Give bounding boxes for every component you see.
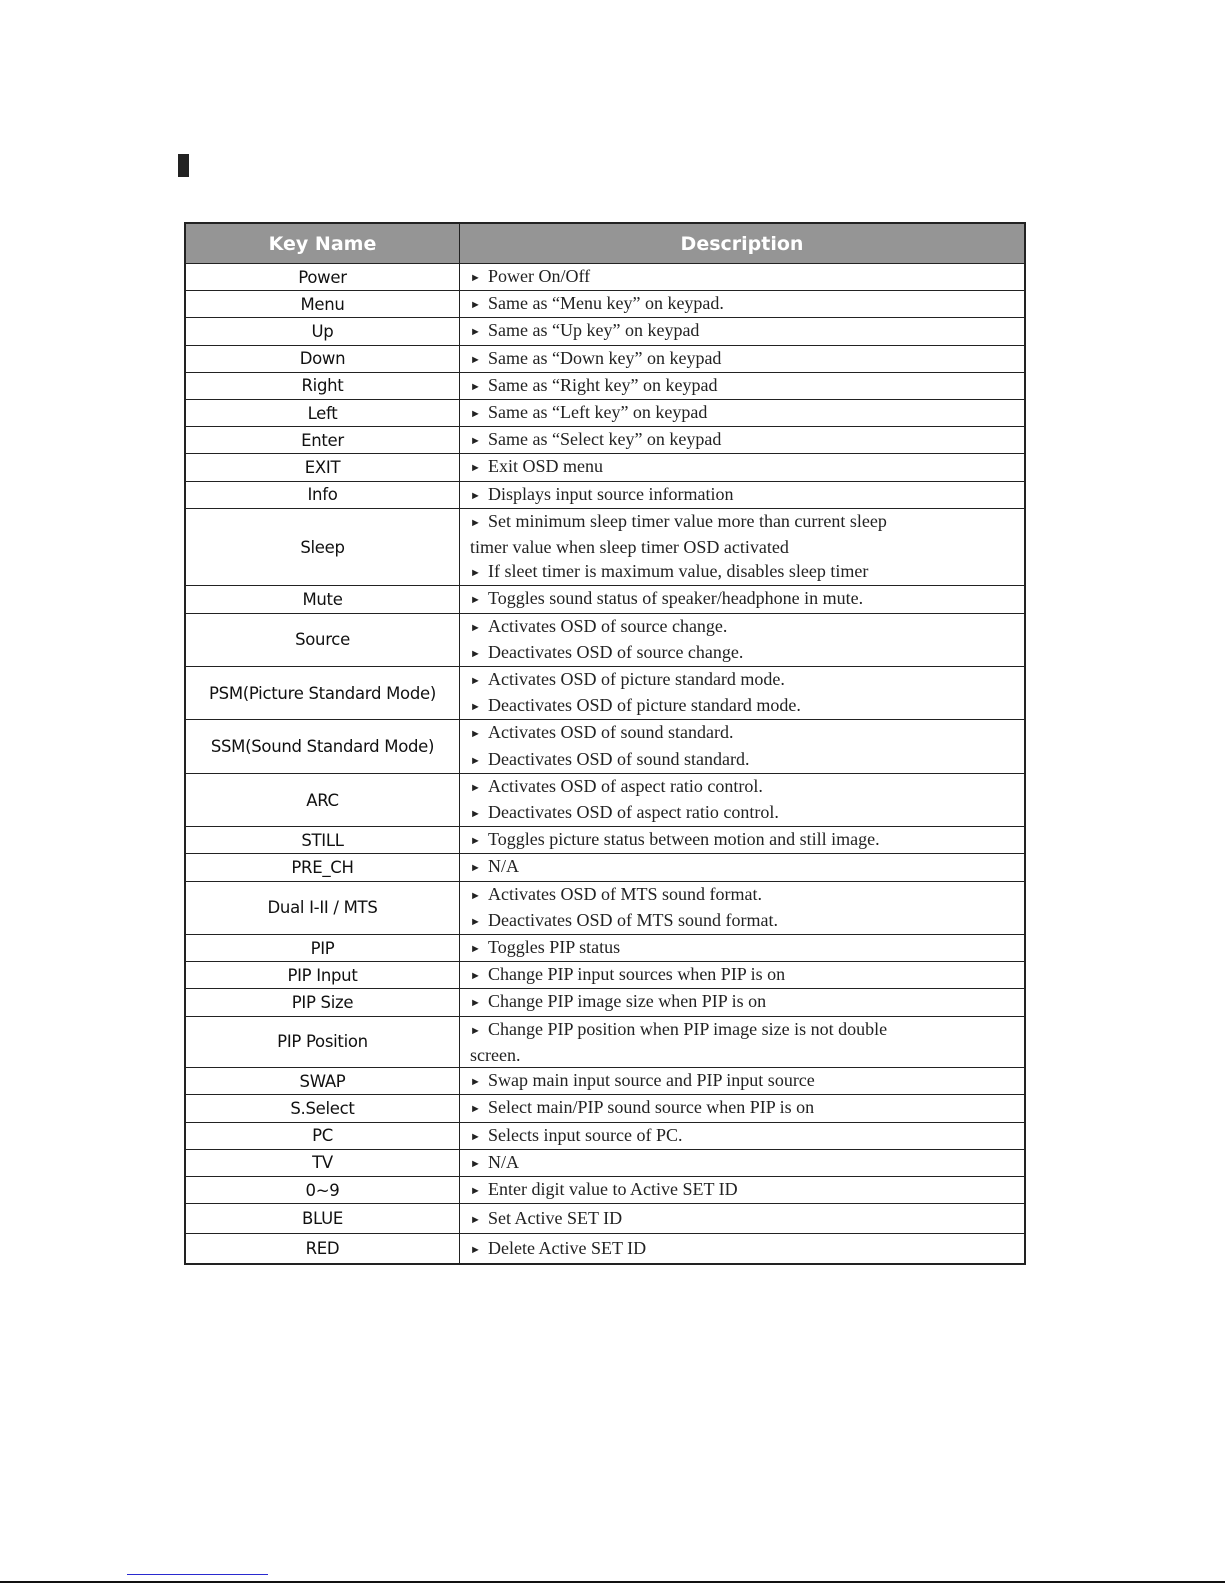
description-text: Same as “Menu key” on keypad.	[488, 293, 724, 314]
description-cell	[460, 854, 1026, 881]
key-name-cell: SSM(Sound Standard Mode)	[185, 720, 460, 773]
key-name-cell: PC	[185, 1122, 460, 1149]
description-line	[470, 774, 1016, 800]
description-text: Activates OSD of picture standard mode.	[488, 669, 785, 690]
key-name-cell: S.Select	[185, 1095, 460, 1122]
description-text: Same as “Up key” on keypad	[488, 320, 700, 341]
description-line	[470, 482, 1016, 508]
key-name-cell: Right	[185, 372, 460, 399]
bullet-triangle-icon: ►	[470, 1103, 481, 1116]
key-name-cell: PRE_CH	[185, 854, 460, 881]
description-line	[470, 509, 1016, 535]
bullet-triangle-icon: ►	[470, 1184, 481, 1197]
table-row	[185, 1176, 1025, 1203]
key-name-cell: Info	[185, 481, 460, 508]
description-cell	[460, 291, 1026, 318]
key-name-cell: 0~9	[185, 1176, 460, 1203]
key-name-cell: Mute	[185, 586, 460, 613]
table-row	[185, 962, 1025, 989]
bullet-triangle-icon: ►	[470, 1024, 481, 1037]
table-row	[185, 1016, 1025, 1067]
table-row	[185, 586, 1025, 613]
description-text: Select main/PIP sound source when PIP is on	[488, 1097, 815, 1118]
key-name-cell: PSM(Picture Standard Mode)	[185, 667, 460, 720]
description-line	[470, 1150, 1016, 1176]
bullet-triangle-icon: ►	[470, 489, 481, 502]
table-row	[185, 1234, 1025, 1265]
bullet-triangle-icon: ►	[470, 299, 481, 312]
description-cell	[460, 1016, 1026, 1067]
description-text: Same as “Select key” on keypad	[488, 429, 722, 450]
table-row	[185, 400, 1025, 427]
description-text: Activates OSD of aspect ratio control.	[488, 775, 763, 796]
key-name-cell: Down	[185, 345, 460, 372]
description-line	[470, 1095, 1016, 1121]
key-name-cell: Dual I-II / MTS	[185, 881, 460, 934]
description-text: Swap main input source and PIP input source	[488, 1070, 815, 1091]
description-text: Same as “Down key” on keypad	[488, 347, 722, 368]
description-text: Activates OSD of source change.	[488, 615, 728, 636]
description-line	[470, 854, 1016, 880]
bullet-triangle-icon: ►	[470, 567, 481, 580]
key-name-cell: Power	[185, 264, 460, 291]
table-row	[185, 1149, 1025, 1176]
description-cell	[460, 586, 1026, 613]
description-cell	[460, 827, 1026, 854]
bullet-triangle-icon: ►	[470, 943, 481, 956]
description-line	[470, 1068, 1016, 1094]
description-cell	[460, 264, 1026, 291]
description-text: Displays input source information	[488, 483, 734, 504]
section-marker	[178, 154, 189, 177]
description-text: Same as “Right key” on keypad	[488, 374, 718, 395]
description-line	[470, 667, 1016, 693]
description-cell	[460, 1176, 1026, 1203]
description-cell	[460, 454, 1026, 481]
description-line	[462, 535, 1016, 559]
table-row	[185, 264, 1025, 291]
description-cell	[460, 935, 1026, 962]
bullet-triangle-icon: ►	[470, 835, 481, 848]
key-name-cell: BLUE	[185, 1204, 460, 1234]
description-line	[470, 373, 1016, 399]
bullet-triangle-icon: ►	[470, 435, 481, 448]
bullet-triangle-icon: ►	[470, 862, 481, 875]
key-name-cell: Sleep	[185, 508, 460, 586]
description-text: Set Active SET ID	[488, 1207, 623, 1228]
table-row	[185, 318, 1025, 345]
table-row	[185, 454, 1025, 481]
table-row	[185, 720, 1025, 773]
table-row	[185, 1204, 1025, 1234]
description-cell	[460, 481, 1026, 508]
description-text: N/A	[488, 1151, 519, 1172]
description-text: Toggles PIP status	[488, 937, 621, 958]
description-text: Delete Active SET ID	[488, 1237, 647, 1258]
description-line	[470, 346, 1016, 372]
header-key-name: Key Name	[185, 223, 460, 264]
description-text: Change PIP position when PIP image size is not double	[488, 1018, 888, 1039]
description-line	[470, 882, 1016, 908]
key-name-cell: PIP Size	[185, 989, 460, 1016]
bullet-triangle-icon: ►	[470, 353, 481, 366]
table-row	[185, 881, 1025, 934]
footer-link-underline[interactable]	[127, 1574, 268, 1575]
description-text: Exit OSD menu	[488, 456, 603, 477]
description-cell	[460, 1122, 1026, 1149]
description-line	[470, 827, 1016, 853]
table-row	[185, 613, 1025, 666]
description-line	[470, 935, 1016, 961]
description-text: Same as “Left key” on keypad	[488, 402, 708, 423]
description-line	[470, 291, 1016, 317]
bullet-triangle-icon: ►	[470, 594, 481, 607]
bullet-triangle-icon: ►	[470, 701, 481, 714]
description-text: Deactivates OSD of picture standard mode.	[488, 695, 801, 716]
bullet-triangle-icon: ►	[470, 997, 481, 1010]
description-line	[470, 693, 1016, 719]
description-line	[470, 962, 1016, 988]
bullet-triangle-icon: ►	[470, 647, 481, 660]
bullet-triangle-icon: ►	[470, 1076, 481, 1089]
bullet-triangle-icon: ►	[470, 781, 481, 794]
description-text: If sleet timer is maximum value, disables sleep timer	[488, 561, 869, 582]
description-text: Deactivates OSD of aspect ratio control.	[488, 802, 779, 823]
bullet-triangle-icon: ►	[470, 621, 481, 634]
bullet-triangle-icon: ►	[470, 408, 481, 421]
table-row	[185, 1095, 1025, 1122]
description-cell	[460, 1149, 1026, 1176]
description-text: N/A	[488, 856, 519, 877]
bullet-triangle-icon: ►	[470, 462, 481, 475]
description-cell	[460, 1095, 1026, 1122]
table-row	[185, 854, 1025, 881]
description-text: Deactivates OSD of MTS sound format.	[488, 909, 778, 930]
description-line	[470, 264, 1016, 290]
description-cell	[460, 508, 1026, 586]
description-text: screen.	[470, 1044, 521, 1065]
description-line	[470, 908, 1016, 934]
bullet-triangle-icon: ►	[470, 889, 481, 902]
key-name-cell: Left	[185, 400, 460, 427]
table-row	[185, 773, 1025, 826]
footer-rule	[0, 1581, 1225, 1583]
key-name-cell: Menu	[185, 291, 460, 318]
description-line	[470, 454, 1016, 480]
description-text: Deactivates OSD of sound standard.	[488, 748, 750, 769]
description-cell	[460, 345, 1026, 372]
key-name-cell: Enter	[185, 427, 460, 454]
key-name-cell: Source	[185, 613, 460, 666]
key-name-cell: PIP Input	[185, 962, 460, 989]
table-row	[185, 345, 1025, 372]
description-text: Activates OSD of MTS sound format.	[488, 883, 762, 904]
bullet-triangle-icon: ►	[470, 380, 481, 393]
description-line	[470, 1206, 1016, 1232]
description-cell	[460, 881, 1026, 934]
description-cell	[460, 400, 1026, 427]
table-header-row	[185, 223, 1025, 264]
key-name-cell: TV	[185, 1149, 460, 1176]
table-row	[185, 935, 1025, 962]
bullet-triangle-icon: ►	[470, 1243, 481, 1256]
description-line	[470, 586, 1016, 612]
description-line	[470, 318, 1016, 344]
description-cell	[460, 1234, 1026, 1265]
table-row	[185, 1122, 1025, 1149]
description-cell	[460, 989, 1026, 1016]
description-line	[462, 1043, 1016, 1067]
description-cell	[460, 773, 1026, 826]
description-line	[470, 1123, 1016, 1149]
description-line	[470, 1177, 1016, 1203]
table-row	[185, 481, 1025, 508]
description-cell	[460, 1204, 1026, 1234]
description-text: Enter digit value to Active SET ID	[488, 1178, 738, 1199]
bullet-triangle-icon: ►	[470, 1213, 481, 1226]
description-line	[470, 747, 1016, 773]
description-line	[470, 559, 1016, 585]
description-line	[470, 640, 1016, 666]
table-row	[185, 508, 1025, 586]
bullet-triangle-icon: ►	[470, 754, 481, 767]
description-text: Deactivates OSD of source change.	[488, 641, 744, 662]
description-text: Change PIP input sources when PIP is on	[488, 964, 786, 985]
bullet-triangle-icon: ►	[470, 1130, 481, 1143]
bullet-triangle-icon: ►	[470, 272, 481, 284]
description-cell	[460, 962, 1026, 989]
description-line	[470, 800, 1016, 826]
description-line	[470, 720, 1016, 746]
table-row	[185, 1068, 1025, 1095]
description-text: Toggles picture status between motion and still image.	[488, 829, 880, 850]
description-line	[470, 1236, 1016, 1262]
description-text: Change PIP image size when PIP is on	[488, 991, 767, 1012]
table-row	[185, 667, 1025, 720]
description-line	[470, 614, 1016, 640]
key-name-cell: EXIT	[185, 454, 460, 481]
key-name-cell: PIP Position	[185, 1016, 460, 1067]
table-row	[185, 989, 1025, 1016]
description-text: Activates OSD of sound standard.	[488, 722, 734, 743]
description-cell	[460, 613, 1026, 666]
remote-key-table	[184, 222, 1026, 1265]
description-line	[470, 427, 1016, 453]
bullet-triangle-icon: ►	[470, 728, 481, 741]
key-name-cell: RED	[185, 1234, 460, 1265]
bullet-triangle-icon: ►	[470, 675, 481, 688]
description-text: Toggles sound status of speaker/headphone in mute.	[488, 588, 864, 609]
description-cell	[460, 318, 1026, 345]
description-cell	[460, 720, 1026, 773]
key-name-cell: SWAP	[185, 1068, 460, 1095]
table-row	[185, 427, 1025, 454]
description-text: Selects input source of PC.	[488, 1124, 683, 1145]
description-cell	[460, 372, 1026, 399]
description-cell	[460, 427, 1026, 454]
bullet-triangle-icon: ►	[470, 1157, 481, 1170]
bullet-triangle-icon: ►	[470, 326, 481, 339]
description-text: Set minimum sleep timer value more than current sleep	[488, 510, 887, 531]
key-name-cell: STILL	[185, 827, 460, 854]
table-row	[185, 827, 1025, 854]
bullet-triangle-icon: ►	[470, 970, 481, 983]
bullet-triangle-icon: ►	[470, 915, 481, 928]
table-row	[185, 291, 1025, 318]
bullet-triangle-icon: ►	[470, 516, 481, 529]
bullet-triangle-icon: ►	[470, 808, 481, 821]
description-cell	[460, 667, 1026, 720]
key-name-cell: Up	[185, 318, 460, 345]
key-name-cell: ARC	[185, 773, 460, 826]
key-name-cell: PIP	[185, 935, 460, 962]
description-text: timer value when sleep timer OSD activated	[470, 537, 789, 558]
table-row	[185, 372, 1025, 399]
description-text: Power On/Off	[488, 266, 591, 286]
description-line	[470, 1017, 1016, 1043]
description-cell	[460, 1068, 1026, 1095]
description-line	[470, 400, 1016, 426]
description-line	[470, 989, 1016, 1015]
header-description: Description	[460, 223, 1026, 264]
